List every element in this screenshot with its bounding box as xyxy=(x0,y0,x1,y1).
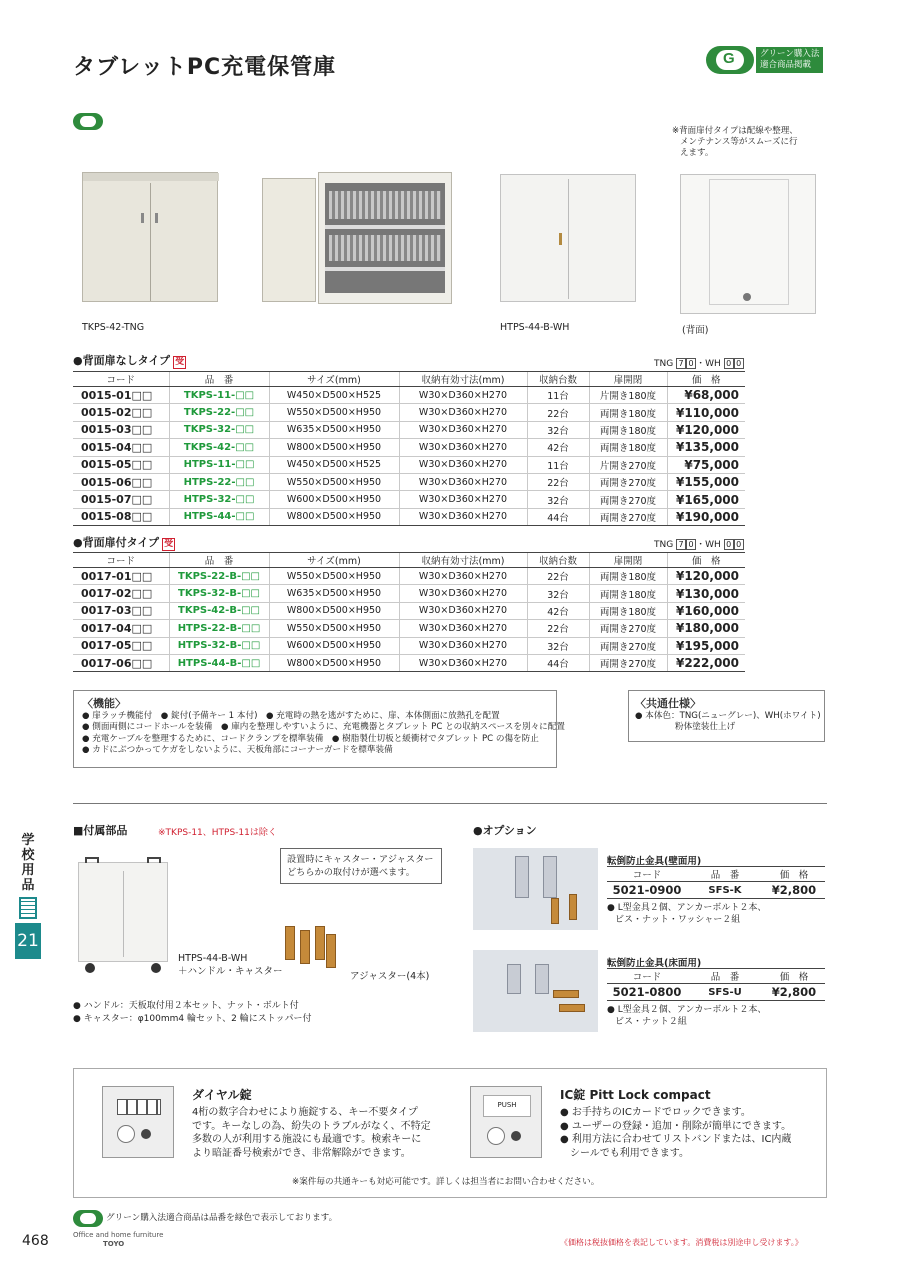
color-digit: 0 xyxy=(686,358,696,369)
cell-code: 0017-02□□ xyxy=(73,585,169,602)
cell-qty: 32台 xyxy=(527,421,589,438)
cell-door: 両開き180度 xyxy=(589,439,667,456)
green-mark-icon xyxy=(73,1210,103,1227)
cell-qty: 32台 xyxy=(527,637,589,654)
cell-inner: W30×D360×H270 xyxy=(399,568,527,585)
dial-lock-desc xyxy=(192,1106,431,1160)
section1-heading xyxy=(73,352,186,369)
cell-code: 0015-01□□ xyxy=(73,387,169,404)
caption-htps: HTPS-44-B-WH xyxy=(500,322,570,333)
col-header: 収納有効寸法(mm) xyxy=(399,553,527,568)
option-desc-line: ● L型金具２個、アンカーボルト２本、 xyxy=(607,903,767,913)
divider xyxy=(73,803,827,804)
cell-code: 0017-05□□ xyxy=(73,637,169,654)
green-mark-icon xyxy=(73,113,103,130)
caption-line: ＋ハンドル・キャスター xyxy=(178,966,283,977)
col-header: 価 格 xyxy=(667,372,745,387)
cell-door: 両開き180度 xyxy=(589,421,667,438)
cell-code: 0015-02□□ xyxy=(73,404,169,421)
dial-line: 4桁の数字合わせにより施錠する、キー不要タイプ xyxy=(192,1107,418,1118)
option-desc-line: ● L型金具２個、アンカーボルト２本、 xyxy=(607,1005,767,1015)
section2-title: ●背面扉付タイプ xyxy=(73,536,160,549)
features-title: 〈機能〉 xyxy=(82,697,126,710)
cell-size: W600×D500×H950 xyxy=(269,491,399,508)
cell-size: W800×D500×H950 xyxy=(269,439,399,456)
cell-qty: 44台 xyxy=(527,508,589,525)
options-title: ●オプション xyxy=(473,824,537,837)
feature-line: ● 側面両側にコードホールを装備 ● 庫内を整理しやすいように、充電機器とタブレット PC との収納スペースを別々に配置 xyxy=(82,722,565,733)
cell-hin: HTPS-32-□□ xyxy=(169,491,269,508)
juyo-badge: 受 xyxy=(175,357,185,367)
table-row xyxy=(73,508,745,525)
cell-qty: 22台 xyxy=(527,620,589,637)
cell-qty: 42台 xyxy=(527,602,589,619)
option2-name: 転倒防止金具(床面用) xyxy=(607,958,702,969)
col-header: コード xyxy=(73,553,169,568)
col-header: 価 格 xyxy=(667,553,745,568)
option-price: ¥2,800 xyxy=(763,984,825,1001)
cell-price: ¥155,000 xyxy=(667,473,745,490)
cell-size: W800×D500×H950 xyxy=(269,654,399,671)
cell-qty: 22台 xyxy=(527,568,589,585)
cell-price: ¥120,000 xyxy=(667,568,745,585)
adjuster-image xyxy=(285,926,295,960)
brand-line: Office and home furniture xyxy=(73,1231,164,1239)
feature-line: ● 充電ケーブルを整理するために、コードクランプを標準装備 ● 樹脂製仕切板と緩衝材でタブレット PC の傷を防止 xyxy=(82,733,539,744)
table-row xyxy=(73,404,745,421)
cell-size: W600×D500×H950 xyxy=(269,637,399,654)
cell-price: ¥160,000 xyxy=(667,602,745,619)
cell-qty: 22台 xyxy=(527,473,589,490)
col-header: 品 番 xyxy=(169,553,269,568)
col-header: 品 番 xyxy=(687,867,763,882)
cell-code: 0015-06□□ xyxy=(73,473,169,490)
option2-desc xyxy=(607,1004,766,1028)
option-hin: SFS-K xyxy=(687,882,763,899)
option-hin: SFS-U xyxy=(687,984,763,1001)
cell-hin: HTPS-44-□□ xyxy=(169,508,269,525)
page-title: タブレットPC充電保管庫 xyxy=(73,55,337,80)
cell-qty: 44台 xyxy=(527,654,589,671)
feature-line: ● カドにぶつかってケガをしないように、天板角部にコーナーガードを標準装備 xyxy=(82,744,393,755)
option-desc-line: ビス・ナット２組 xyxy=(615,1017,687,1027)
color-digit: 0 xyxy=(686,539,696,550)
cell-code: 0015-07□□ xyxy=(73,491,169,508)
col-header: 扉開閉 xyxy=(589,372,667,387)
cell-code: 0017-03□□ xyxy=(73,602,169,619)
cell-code: 0017-06□□ xyxy=(73,654,169,671)
green-mark-icon xyxy=(706,46,754,74)
cell-price: ¥130,000 xyxy=(667,585,745,602)
cell-door: 両開き180度 xyxy=(589,568,667,585)
cell-door: 片開き270度 xyxy=(589,456,667,473)
table-row xyxy=(73,387,745,404)
cell-size: W800×D500×H950 xyxy=(269,602,399,619)
cell-size: W450×D500×H525 xyxy=(269,387,399,404)
cell-hin: TKPS-42-□□ xyxy=(169,439,269,456)
col-header: 収納台数 xyxy=(527,372,589,387)
cell-hin: TKPS-11-□□ xyxy=(169,387,269,404)
common-line: ● 本体色：TNG(ニューグレー)、WH(ホワイト) xyxy=(635,711,821,721)
color-sep: ・WH xyxy=(696,359,721,369)
cell-door: 両開き270度 xyxy=(589,654,667,671)
cell-qty: 11台 xyxy=(527,456,589,473)
caption-back: (背面) xyxy=(682,325,709,336)
dial-line: 多数の人が利用する施設にも最適です。検索キーに xyxy=(192,1134,422,1145)
cell-price: ¥190,000 xyxy=(667,508,745,525)
page-number: 468 xyxy=(22,1233,49,1249)
cell-qty: 32台 xyxy=(527,585,589,602)
accessories-note: ※TKPS-11、HTPS-11は除く xyxy=(158,828,277,838)
white-cabinet-image xyxy=(500,174,636,302)
caption-tkps: TKPS-42-TNG xyxy=(82,322,145,333)
cell-inner: W30×D360×H270 xyxy=(399,491,527,508)
wall-bracket-image xyxy=(473,848,598,930)
cell-price: ¥195,000 xyxy=(667,637,745,654)
cell-door: 両開き180度 xyxy=(589,404,667,421)
brand-logo xyxy=(73,1231,163,1249)
dial-line: です。キーなしの為、紛失のトラブルがなく、不特定 xyxy=(192,1120,431,1132)
price-note: 《価格は税抜価格を表記しています。消費税は別途申し受けます。》 xyxy=(560,1238,803,1247)
table-row xyxy=(73,491,745,508)
color-digit: 0 xyxy=(734,539,744,550)
caption-line: HTPS-44-B-WH xyxy=(178,953,248,964)
cell-inner: W30×D360×H270 xyxy=(399,654,527,671)
sidebar-char: 品 xyxy=(21,878,35,893)
cell-inner: W30×D360×H270 xyxy=(399,585,527,602)
dial-line: より暗証番号検索ができ、非常解除ができます。 xyxy=(192,1147,411,1159)
sidebar-char: 学 xyxy=(21,833,35,848)
adjuster-image xyxy=(315,926,325,960)
col-header: コード xyxy=(607,867,687,882)
table-row xyxy=(73,654,745,671)
green-purchase-badge xyxy=(706,46,823,74)
col-header: 品 番 xyxy=(687,969,763,984)
color-code-legend xyxy=(654,356,744,369)
cabinet-open-image xyxy=(318,172,452,304)
cell-hin: TKPS-42-B-□□ xyxy=(169,602,269,619)
table-row xyxy=(73,456,745,473)
cabinet-back-image xyxy=(680,174,816,314)
badge-line1: グリーン購入法 xyxy=(760,49,820,59)
cell-qty: 32台 xyxy=(527,491,589,508)
option2-table xyxy=(607,968,825,1001)
cabinet-closed-image xyxy=(82,172,218,302)
cabinet-open-door xyxy=(262,178,316,302)
cell-inner: W30×D360×H270 xyxy=(399,439,527,456)
table-row xyxy=(73,602,745,619)
cell-door: 片開き180度 xyxy=(589,387,667,404)
color-label: TNG xyxy=(654,359,674,369)
col-header: 価 格 xyxy=(763,969,825,984)
table-row xyxy=(73,637,745,654)
col-header: コード xyxy=(607,969,687,984)
table-row xyxy=(73,439,745,456)
option-code: 5021-0900 xyxy=(607,882,687,899)
cell-price: ¥110,000 xyxy=(667,404,745,421)
cell-inner: W30×D360×H270 xyxy=(399,456,527,473)
color-digit: 0 xyxy=(734,358,744,369)
option-desc-line: ビス・ナット・ワッシャー２組 xyxy=(615,915,741,925)
common-line: 粉体塗装仕上げ xyxy=(675,722,736,733)
cell-hin: HTPS-44-B-□□ xyxy=(169,654,269,671)
cell-door: 両開き270度 xyxy=(589,637,667,654)
spec-table-back-door xyxy=(73,552,745,672)
cell-code: 0015-05□□ xyxy=(73,456,169,473)
col-header: 価 格 xyxy=(763,867,825,882)
caster-caption xyxy=(178,952,283,978)
floor-bracket-image xyxy=(473,950,598,1032)
ic-line: シールでも利用できます。 xyxy=(570,1147,689,1159)
col-header: サイズ(mm) xyxy=(269,372,399,387)
cell-door: 両開き270度 xyxy=(589,620,667,637)
cell-inner: W30×D360×H270 xyxy=(399,421,527,438)
cell-code: 0015-03□□ xyxy=(73,421,169,438)
callout-line: どちらかの取付けが選べます。 xyxy=(287,867,415,878)
brand-line: TOYO xyxy=(103,1240,125,1248)
table-row xyxy=(73,421,745,438)
color-digit: 0 xyxy=(724,539,734,550)
ic-lock-image xyxy=(470,1086,542,1158)
cell-inner: W30×D360×H270 xyxy=(399,602,527,619)
green-note: グリーン購入法適合商品は品番を緑色で表示しております。 xyxy=(106,1213,338,1223)
ic-lock-title: IC錠 Pitt Lock compact xyxy=(560,1088,711,1102)
cell-hin: HTPS-22-B-□□ xyxy=(169,620,269,637)
section1-title: ●背面扉なしタイプ xyxy=(73,354,171,367)
cell-qty: 42台 xyxy=(527,439,589,456)
cell-inner: W30×D360×H270 xyxy=(399,473,527,490)
adjuster-caption: アジャスター(4本) xyxy=(350,971,430,982)
cell-size: W550×D500×H950 xyxy=(269,404,399,421)
col-header: 品 番 xyxy=(169,372,269,387)
option1-table xyxy=(607,866,825,899)
option1-desc xyxy=(607,902,766,926)
accessories-title: ■付属部品 xyxy=(73,824,128,837)
accessory-line: ● ハンドル：天板取付用２本セット、ナット・ボルト付 xyxy=(73,1001,299,1011)
juyo-badge: 受 xyxy=(164,539,174,549)
badge-line2: 適合商品掲載 xyxy=(760,60,812,70)
table-row xyxy=(73,585,745,602)
cell-price: ¥120,000 xyxy=(667,421,745,438)
color-digit: 0 xyxy=(724,358,734,369)
note-line: ※背面扉付タイプは配線や整理、 xyxy=(672,126,798,136)
cell-hin: HTPS-11-□□ xyxy=(169,456,269,473)
cell-door: 両開き270度 xyxy=(589,508,667,525)
option-code: 5021-0800 xyxy=(607,984,687,1001)
col-header: サイズ(mm) xyxy=(269,553,399,568)
adjuster-image xyxy=(326,934,336,968)
cell-hin: HTPS-22-□□ xyxy=(169,473,269,490)
push-label: PUSH xyxy=(483,1095,531,1117)
back-door-note xyxy=(672,126,822,159)
cell-code: 0017-01□□ xyxy=(73,568,169,585)
cell-inner: W30×D360×H270 xyxy=(399,387,527,404)
cell-size: W635×D500×H950 xyxy=(269,585,399,602)
accessory-line: ● キャスター：φ100mm4 輪セット、2 輪にストッパー付 xyxy=(73,1014,312,1024)
cell-inner: W30×D360×H270 xyxy=(399,404,527,421)
note-line: メンテナンス等がスムーズに行 xyxy=(680,137,798,147)
color-code-legend xyxy=(654,537,744,550)
cell-code: 0015-04□□ xyxy=(73,439,169,456)
color-sep: ・WH xyxy=(696,540,721,550)
cell-hin: TKPS-22-B-□□ xyxy=(169,568,269,585)
col-header: 扉開閉 xyxy=(589,553,667,568)
col-header: 収納有効寸法(mm) xyxy=(399,372,527,387)
common-title: 〈共通仕様〉 xyxy=(635,697,701,710)
dial-lock-title: ダイヤル錠 xyxy=(192,1088,252,1102)
cell-size: W800×D500×H950 xyxy=(269,508,399,525)
cell-qty: 11台 xyxy=(527,387,589,404)
accessory-spec xyxy=(73,1000,311,1026)
ic-line: ● お手持ちのICカードでロックできます。 xyxy=(560,1107,751,1118)
cell-hin: TKPS-32-□□ xyxy=(169,421,269,438)
color-label: TNG xyxy=(654,540,674,550)
cell-price: ¥75,000 xyxy=(667,456,745,473)
option-price: ¥2,800 xyxy=(763,882,825,899)
cell-size: W450×D500×H525 xyxy=(269,456,399,473)
table-row xyxy=(73,620,745,637)
cell-hin: TKPS-22-□□ xyxy=(169,404,269,421)
ic-line: ● ユーザーの登録・追加・削除が簡単にできます。 xyxy=(560,1120,792,1132)
cell-qty: 22台 xyxy=(527,404,589,421)
cabinet-with-casters-image xyxy=(78,862,168,962)
ic-lock-desc xyxy=(560,1106,791,1160)
cell-door: 両開き180度 xyxy=(589,585,667,602)
cell-door: 両開き270度 xyxy=(589,491,667,508)
cell-price: ¥165,000 xyxy=(667,491,745,508)
cell-size: W635×D500×H950 xyxy=(269,421,399,438)
features-box xyxy=(73,690,565,768)
chapter-number: 21 xyxy=(15,923,41,959)
cell-price: ¥135,000 xyxy=(667,439,745,456)
callout-line: 設置時にキャスター・アジャスター xyxy=(287,854,434,865)
school-building-icon xyxy=(19,897,37,919)
cell-door: 両開き180度 xyxy=(589,602,667,619)
dial-lock-image xyxy=(102,1086,174,1158)
sidebar-char: 用 xyxy=(21,863,35,878)
common-spec-box xyxy=(628,690,825,742)
cell-inner: W30×D360×H270 xyxy=(399,508,527,525)
table-row xyxy=(73,473,745,490)
cell-code: 0017-04□□ xyxy=(73,620,169,637)
feature-line: ● 扉ラッチ機能付 ● 錠付(予備キー 1 本付) ● 充電時の熱を逃がすために、扉、本体側面に放熱孔を配置 xyxy=(82,711,500,721)
note-line: えます。 xyxy=(680,148,714,158)
cell-size: W550×D500×H950 xyxy=(269,568,399,585)
sidebar-char: 校 xyxy=(21,848,35,863)
col-header: 収納台数 xyxy=(527,553,589,568)
cell-price: ¥180,000 xyxy=(667,620,745,637)
cell-inner: W30×D360×H270 xyxy=(399,637,527,654)
ic-line: ● 利用方法に合わせてリストバンドまたは、IC内蔵 xyxy=(560,1134,792,1145)
col-header: コード xyxy=(73,372,169,387)
cell-door: 両開き270度 xyxy=(589,473,667,490)
adjuster-image xyxy=(300,930,310,964)
option1-name: 転倒防止金具(壁面用) xyxy=(607,856,702,867)
color-digit: 7 xyxy=(676,539,686,550)
cell-hin: HTPS-32-B-□□ xyxy=(169,637,269,654)
cell-code: 0015-08□□ xyxy=(73,508,169,525)
install-callout xyxy=(280,848,442,884)
table-row xyxy=(73,568,745,585)
spec-table-no-back-door xyxy=(73,371,745,526)
section2-heading xyxy=(73,534,175,551)
cell-size: W550×D500×H950 xyxy=(269,620,399,637)
cell-size: W550×D500×H950 xyxy=(269,473,399,490)
lock-note: ※案件毎の共通キーも対応可能です。詳しくは担当者にお問い合わせください。 xyxy=(292,1177,600,1187)
cell-price: ¥68,000 xyxy=(667,387,745,404)
color-digit: 7 xyxy=(676,358,686,369)
category-sidebar xyxy=(15,833,41,959)
cell-inner: W30×D360×H270 xyxy=(399,620,527,637)
cell-price: ¥222,000 xyxy=(667,654,745,671)
cell-hin: TKPS-32-B-□□ xyxy=(169,585,269,602)
